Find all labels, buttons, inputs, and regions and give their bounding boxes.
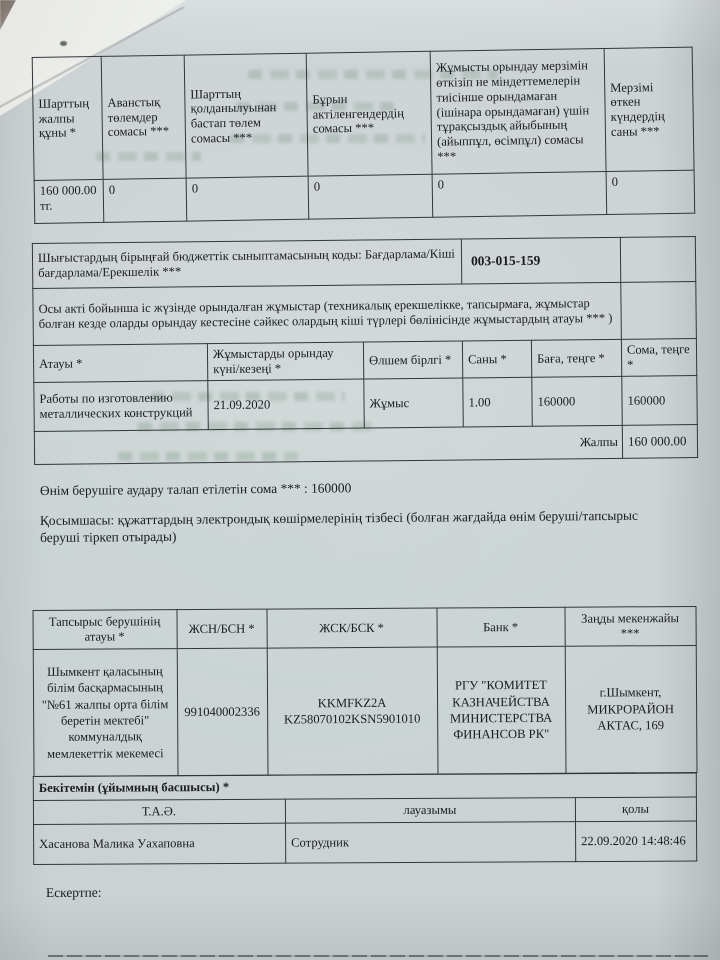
header-cell: Т.А.Ә. xyxy=(33,799,285,824)
customer-iban: KKMFKZ2A KZ58070102KSN5901010 xyxy=(267,647,438,775)
customer-name: Шымкент қаласының білім басқармасының "№61 жалпы орта білім беретін мектебі" коммуналдық мемлекеттік мекемесі xyxy=(33,649,178,777)
work-date: 21.09.2020 xyxy=(208,379,365,430)
contract-total-value: 160 000.00 тг. xyxy=(34,179,104,223)
total-label: Жалпы xyxy=(34,425,622,464)
budget-code-value: 003-015-159 xyxy=(461,237,620,284)
table-header-row xyxy=(32,47,694,180)
header-cell: лауазымы xyxy=(285,798,575,824)
value-cell: 0 xyxy=(186,176,309,221)
work-price: 160000 xyxy=(532,376,623,426)
header-cell: қолы xyxy=(575,797,696,822)
value-cell: 0 xyxy=(432,172,607,218)
header-cell: Сома, теңге * xyxy=(621,339,696,377)
header-cell: Аванстық төлемдер сомасы *** xyxy=(101,55,186,179)
work-sum: 160000 xyxy=(622,376,698,426)
signature-timestamp: 22.09.2020 14:48:46 xyxy=(576,821,697,862)
contract-summary-table xyxy=(32,47,696,224)
header-cell: ЖСН/БСН * xyxy=(177,609,267,649)
transfer-sum-line: Өнім берушіге аудару талап етілетін сома *** : 160000 xyxy=(39,480,352,498)
header-cell: ЖСК/БСК * xyxy=(267,608,437,648)
total-row xyxy=(34,425,697,465)
customer-address: г.Шымкент, МИКРОРАЙОН АКТАС, 169 xyxy=(565,646,697,774)
approval-table xyxy=(33,773,697,865)
budget-code-row xyxy=(32,237,695,289)
table-row xyxy=(34,821,697,864)
table-row xyxy=(33,646,697,777)
table-row xyxy=(34,376,697,432)
empty-cell xyxy=(621,282,697,340)
header-cell: Атауы * xyxy=(33,344,207,383)
approval-title: Бекітемін (ұйымның басшысы) * xyxy=(33,773,696,800)
customer-table xyxy=(32,606,697,777)
customer-bank: РГУ "КОМИТЕТ КАЗНАЧЕЙСТВА МИНИСТЕРСТВА ФИНАНСОВ РК" xyxy=(437,647,566,775)
header-cell: Тапсырыс берушінің атауы * xyxy=(33,610,177,650)
header-cell: Мерзімі өткен күндердің саны *** xyxy=(604,47,694,171)
work-unit: Жұмыс xyxy=(364,378,464,428)
signer-name: Хасанова Малика Уахаповна xyxy=(34,823,286,864)
header-cell: Шарттың қолданылуынан бастап төлем сомасы *** xyxy=(184,53,308,178)
work-name: Работы по изготовлению металлических конструкций xyxy=(34,381,209,432)
header-cell: Саны * xyxy=(462,340,531,378)
signer-position: Сотрудник xyxy=(286,822,576,864)
work-qty: 1.00 xyxy=(463,377,533,427)
note-label: Ескертпе: xyxy=(45,885,102,901)
table-header-row xyxy=(33,607,696,650)
works-note: Осы акті бойынша іс жүзінде орындалған жұмыстар (техникалық ерекшелікке, тапсырмаға, жұмыстар болған кезде оларды орындау кестесіне сәйкес олардың кіші түрлері бөлінісінде жұмыстардың атауы *** ) xyxy=(33,282,622,345)
header-cell: Өлшем бірлгі * xyxy=(363,341,462,379)
empty-cell xyxy=(620,237,695,283)
works-table xyxy=(32,236,698,465)
header-cell: Баға, теңге * xyxy=(531,339,621,377)
table-row xyxy=(34,170,695,223)
value-cell: 0 xyxy=(308,174,433,219)
header-cell: Жұмысты орындау мерзімін өткізіп не міндеттемелерін тиісінше орындамаған (ішінара орындамаған) үшін тұрақсыздық айыбының (айыппұл, өсімпұл) сомасы *** xyxy=(430,49,606,175)
works-note-row xyxy=(33,282,697,346)
header-cell: Шарттың жалпы құны * xyxy=(32,56,103,180)
budget-code-label: Шығыстардың бірыңғай бюджеттік сыныптамасының коды: Бағдарлама/Кіші бағдарлама/Ерекшелік *** xyxy=(32,239,461,288)
customer-bin: 991040002336 xyxy=(177,648,268,776)
total-value: 160 000.00 xyxy=(622,425,697,459)
header-cell: Заңды мекенжайы *** xyxy=(565,607,696,647)
header-cell: Бұрын актіленгендердің сомасы *** xyxy=(306,51,432,176)
header-cell: Жұмыстарды орындау күні/кезеңі * xyxy=(207,342,363,381)
header-cell: Банк * xyxy=(437,608,565,648)
value-cell: 0 xyxy=(103,178,187,222)
value-cell: 0 xyxy=(606,170,695,214)
attachment-line: Қосымшасы: құжаттардың электрондық көшірмелерінің тізбесі (болған жағдайда өнім беруші/тапсырыс беруші тіркеп отырады) xyxy=(39,508,638,546)
